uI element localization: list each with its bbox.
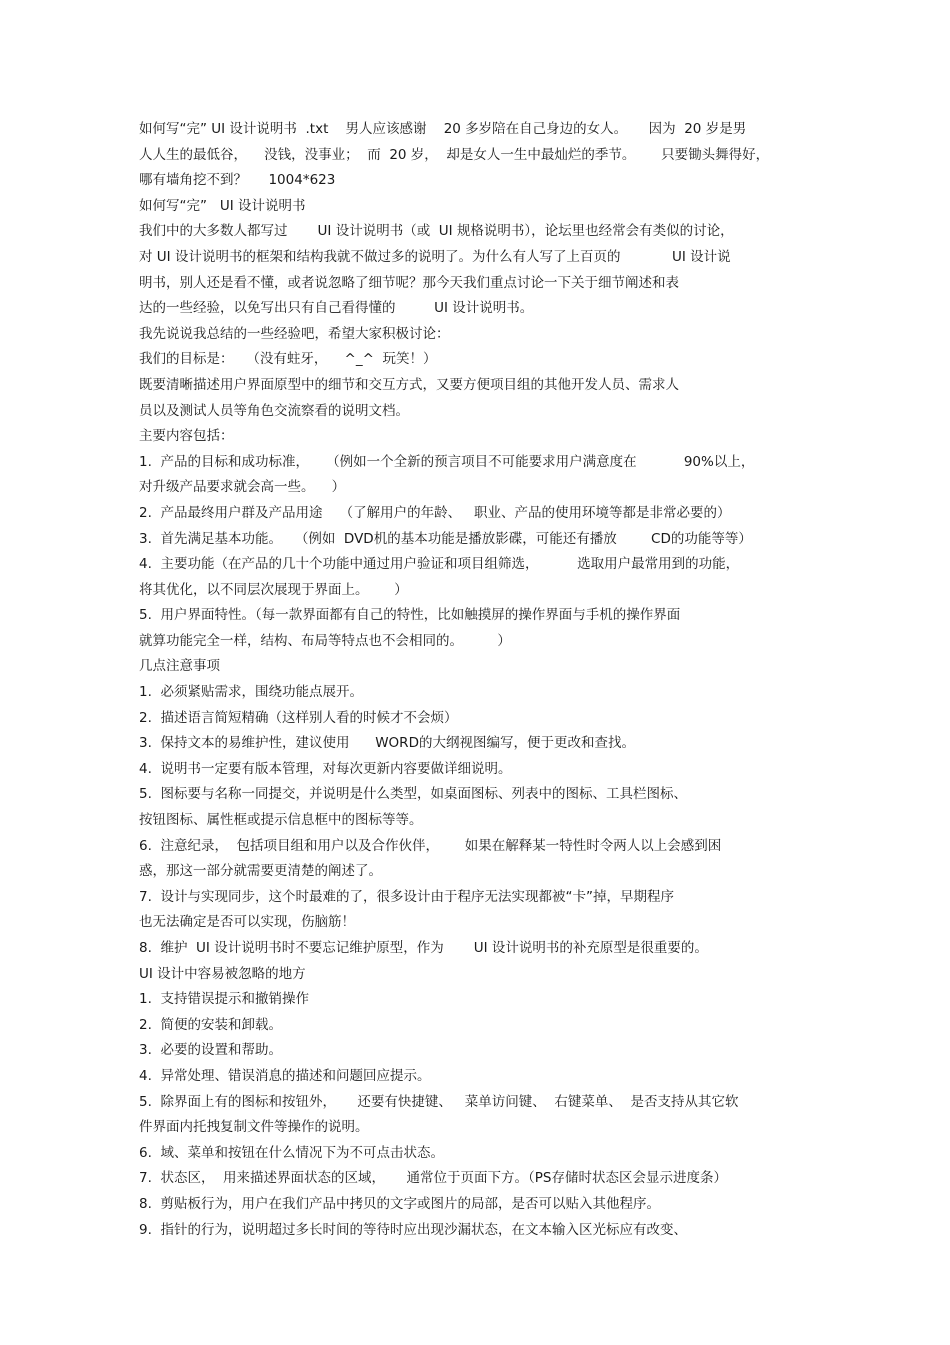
- list-item: 4. 主要功能（在产品的几十个功能中通过用户验证和项目组筛选， 选取用户最常用到的功能，: [139, 556, 740, 573]
- list-item: 2. 简便的安装和卸载。: [139, 1016, 282, 1033]
- list-item-continuation: 按钮图标、属性框或提示信息框中的图标等等。: [139, 812, 423, 829]
- text-line: 我们的目标是： （没有蛀牙， ^_^ 玩笑！）: [139, 351, 437, 368]
- list-item: 2. 产品最终用户群及产品用途 （了解用户的年龄、 职业、产品的使用环境等都是非常必要的）: [139, 504, 731, 521]
- list-item: 3. 保持文本的易维护性，建议使用 WORD的大纲视图编写，便于更改和查找。: [139, 735, 635, 752]
- section-heading: UI 设计中容易被忽略的地方: [139, 965, 306, 982]
- document-body: [139, 117, 811, 1243]
- list-item: 2. 描述语言简短精确（这样别人看的时候才不会烦）: [139, 709, 458, 726]
- list-item: 5. 图标要与名称一同提交，并说明是什么类型，如桌面图标、列表中的图标、工具栏图标、: [139, 786, 687, 803]
- section-heading: 如何写“完” UI 设计说明书: [139, 197, 306, 214]
- list-item: 1. 支持错误提示和撤销操作: [139, 991, 309, 1008]
- list-item-continuation: 就算功能完全一样，结构、布局等特点也不会相同的。 ）: [139, 632, 511, 649]
- list-item: 9. 指针的行为，说明超过多长时间的等待时应出现沙漏状态，在文本输入区光标应有改变、: [139, 1221, 687, 1238]
- text-line: 明书，别人还是看不懂，或者说忽略了细节呢？那今天我们重点讨论一下关于细节阐述和表: [139, 274, 679, 291]
- list-item: 6. 注意纪录， 包括项目组和用户以及合作伙伴， 如果在解释某一特性时令两人以上会感到困: [139, 837, 722, 854]
- text-line: 我们中的大多数人都写过 UI 设计说明书（或 UI 规格说明书），论坛里也经常会有类似的讨论，: [139, 223, 734, 240]
- text-line: 我先说说我总结的一些经验吧，希望大家积极讨论：: [139, 325, 450, 342]
- list-item: 3. 首先满足基本功能。 （例如 DVD机的基本功能是播放影碟，可能还有播放 CD的功能等等）: [139, 530, 752, 547]
- list-item: 1. 产品的目标和成功标准， （例如一个全新的预言项目不可能要求用户满意度在 90%以上，: [139, 453, 755, 470]
- list-item-continuation: 将其优化，以不同层次展现于界面上。 ）: [139, 581, 408, 598]
- list-item-continuation: 也无法确定是否可以实现，伤脑筋！: [139, 914, 355, 931]
- list-item: 5. 除界面上有的图标和按钮外， 还要有快捷键、 菜单访问键、 右键菜单、 是否支持从其它软: [139, 1093, 739, 1110]
- text-line: 如何写“完” UI 设计说明书 .txt 男人应该感谢 20 多岁陪在自己身边的女人。 因为 20 岁是男: [139, 121, 747, 137]
- section-heading: 几点注意事项: [139, 658, 220, 675]
- text-line: 既要清晰描述用户界面原型中的细节和交互方式，又要方便项目组的其他开发人员、需求人: [139, 376, 679, 393]
- list-item-continuation: 对升级产品要求就会高一些。 ）: [139, 479, 346, 496]
- list-item: 8. 维护 UI 设计说明书时不要忘记维护原型，作为 UI 设计说明书的补充原型是很重要的。: [139, 940, 708, 956]
- text-line: 达的一些经验，以免写出只有自己看得懂的 UI 设计说明书。: [139, 300, 534, 317]
- list-item: 1. 必须紧贴需求，围绕功能点展开。: [139, 684, 363, 701]
- list-item: 7. 设计与实现同步，这个时最难的了，很多设计由于程序无法实现都被“卡”掉，早期程序: [139, 888, 674, 905]
- list-item: 4. 异常处理、错误消息的描述和问题回应提示。: [139, 1067, 431, 1084]
- text-line: 对 UI 设计说明书的框架和结构我就不做过多的说明了。为什么有人写了上百页的 UI 设计说: [139, 248, 731, 265]
- list-item: 7. 状态区， 用来描述界面状态的区域， 通常位于页面下方。（PS存储时状态区会显示进度条）: [139, 1170, 727, 1187]
- text-line: 哪有墙角挖不到？ 1004*623: [139, 172, 336, 189]
- list-item: 5. 用户界面特性。（每一款界面都有自己的特性，比如触摸屏的操作界面与手机的操作界面: [139, 607, 681, 624]
- list-item: 6. 域、菜单和按钮在什么情况下为不可点击状态。: [139, 1144, 444, 1161]
- list-item-continuation: 惑，那这一部分就需要更清楚的阐述了。: [139, 863, 382, 880]
- section-heading: 主要内容包括：: [139, 428, 234, 445]
- list-item: 4. 说明书一定要有版本管理，对每次更新内容要做详细说明。: [139, 760, 512, 777]
- list-item-continuation: 件界面内托拽复制文件等操作的说明。: [139, 1119, 369, 1136]
- text-line: 员以及测试人员等角色交流察看的说明文档。: [139, 402, 409, 419]
- list-item: 8. 剪贴板行为，用户在我们产品中拷贝的文字或图片的局部，是否可以贴入其他程序。: [139, 1195, 660, 1212]
- text-line: 人人生的最低谷， 没钱，没事业； 而 20 岁， 却是女人一生中最灿烂的季节。 只要锄头舞得好，: [139, 146, 770, 163]
- list-item: 3. 必要的设置和帮助。: [139, 1042, 282, 1059]
